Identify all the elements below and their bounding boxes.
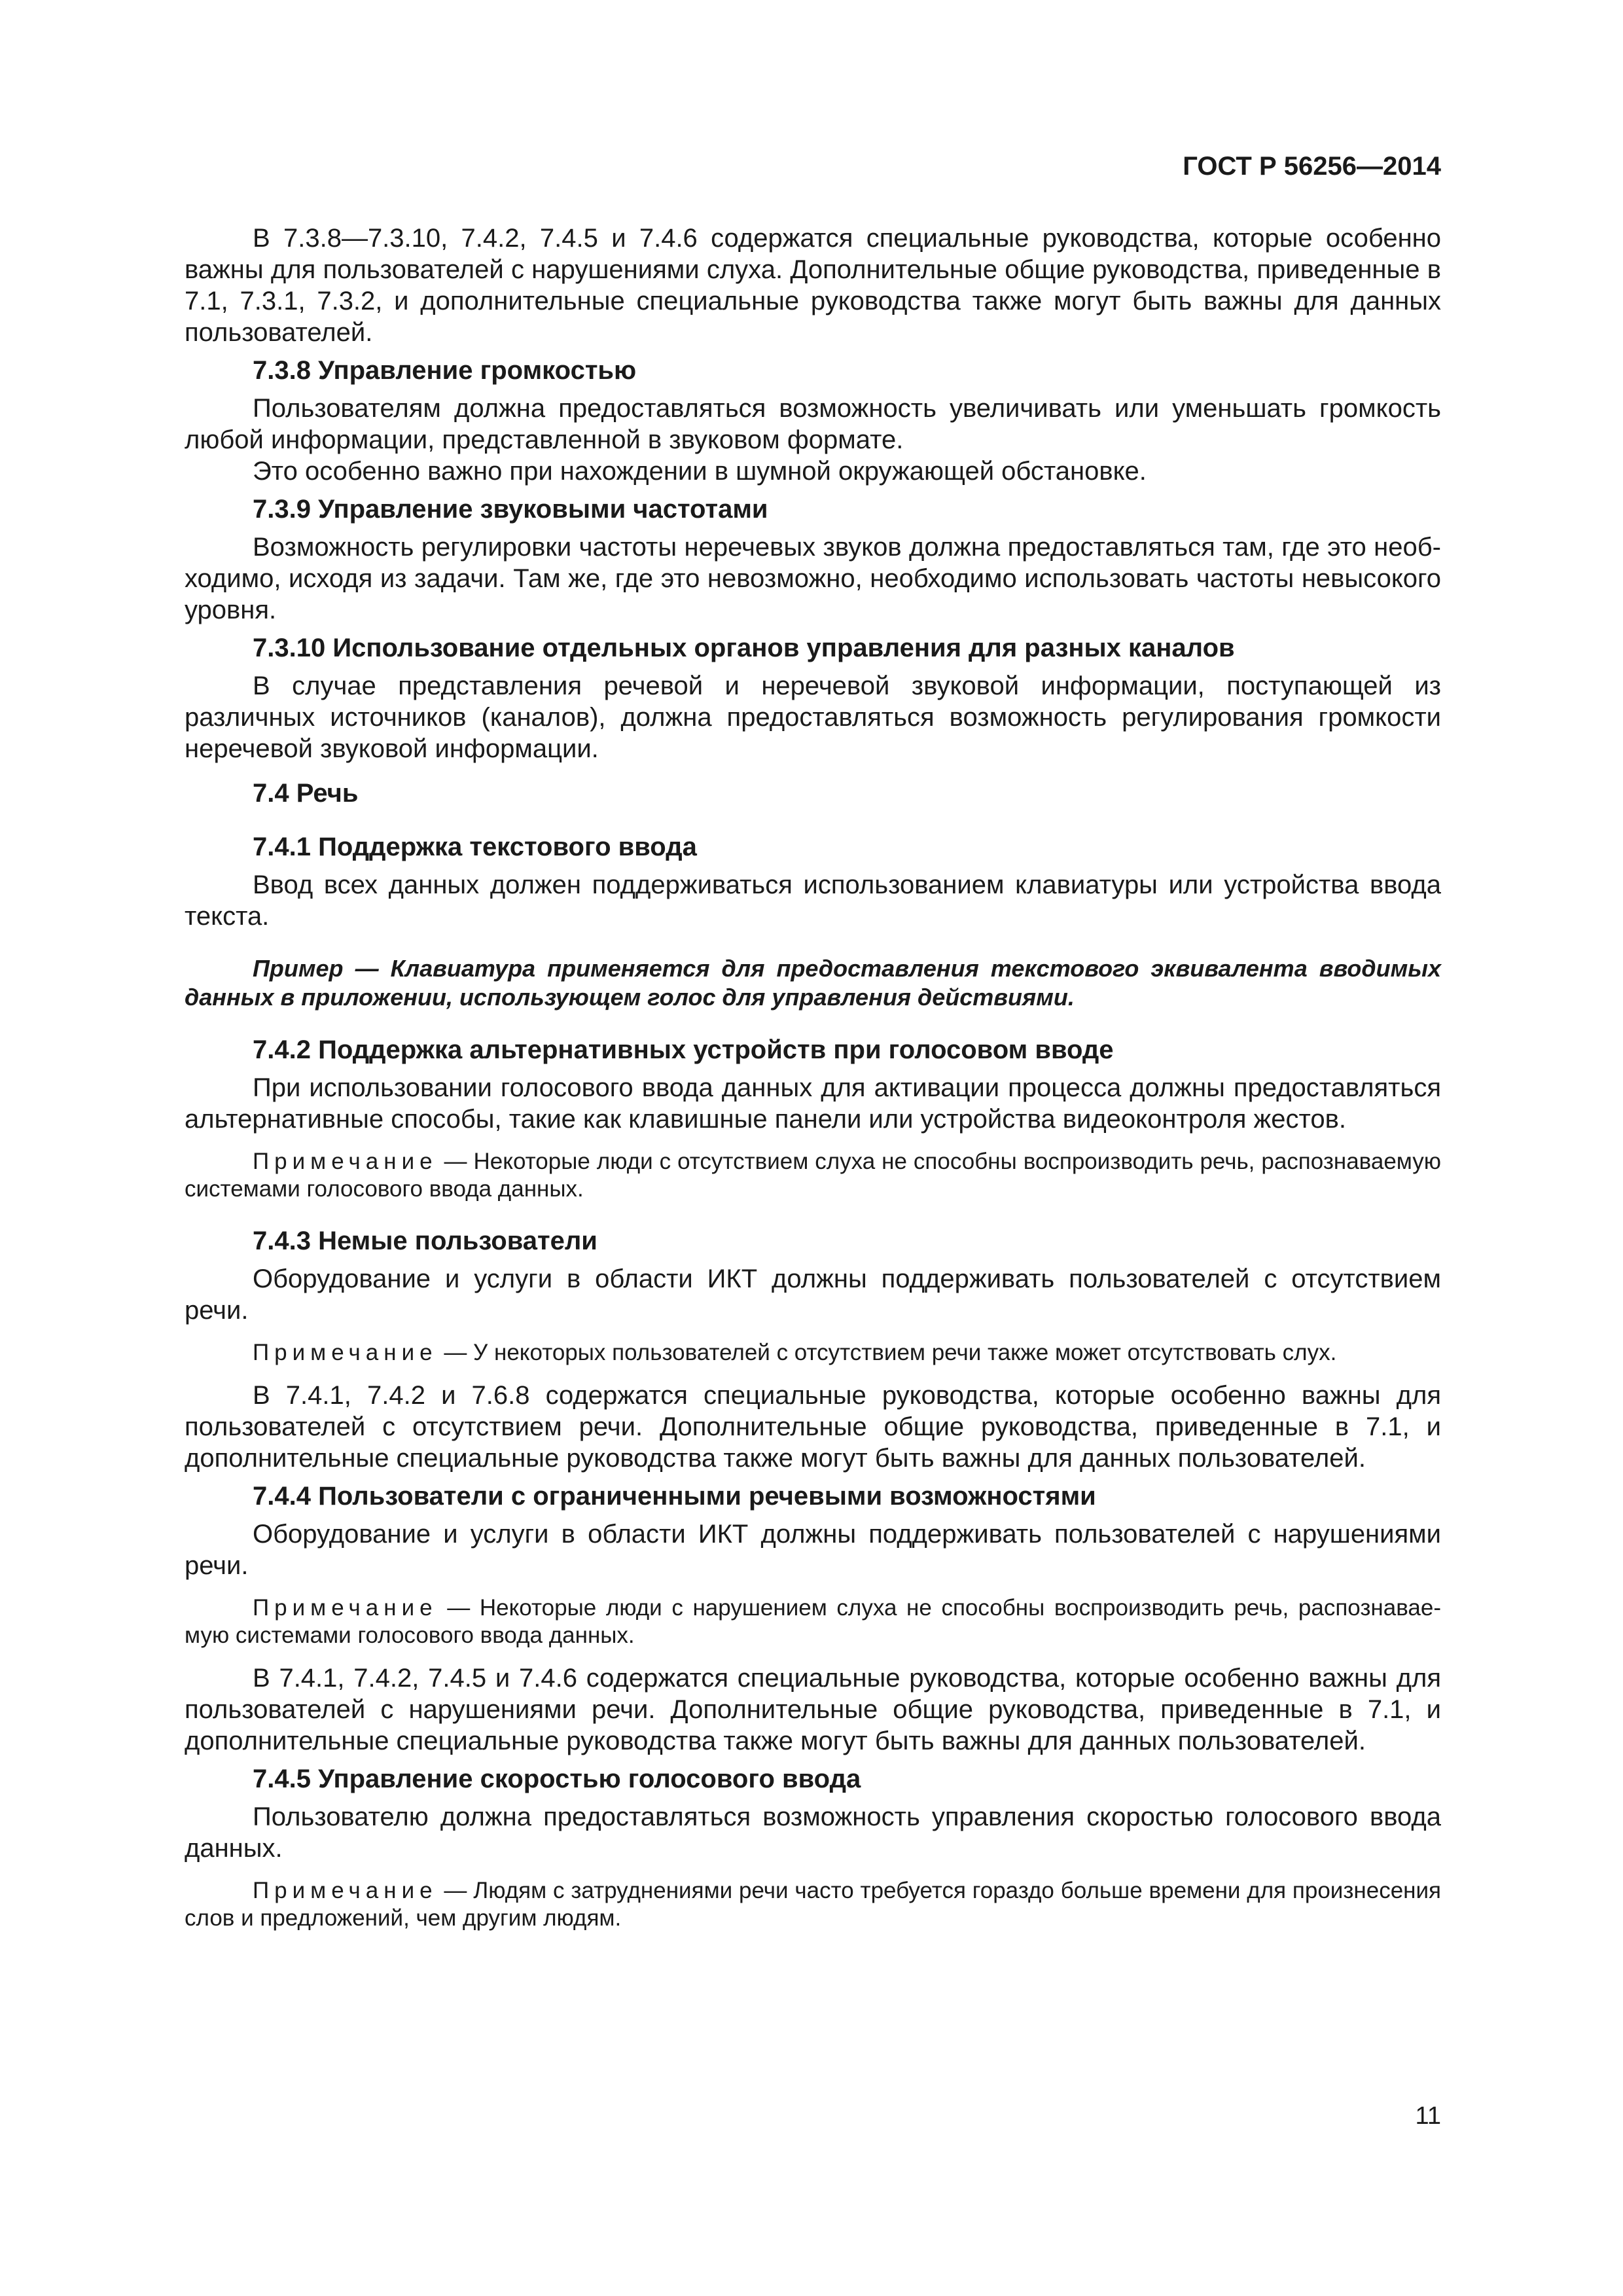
paragraph: В 7.3.8—7.3.10, 7.4.2, 7.4.5 и 7.4.6 содержатся специальные руководства, которые особенно важны для пользователей с нарушениями слуха. Дополнительные общие руководства, приведенные в 7.1, 7.3.1, 7.3.2, и дополнительные специальные руководства также могут быть важны для данных пользователей. <box>185 224 1441 347</box>
note <box>185 1339 1441 1367</box>
section-heading: 7.4.2 Поддержка альтернативных устройств при голосовом вводе <box>253 1035 1114 1064</box>
paragraph: Возможность регулировки частоты неречевых звуков должна предоставляться там, где это необходимо, исходя из задачи. Там же, где это невозможно, необходимо использовать частоты невысокого уровня. <box>185 533 1441 624</box>
paragraph: В 7.4.1, 7.4.2 и 7.6.8 содержатся специальные руководства, которые особенно важны для пользователей с отсутствием речи. Дополнительные общие руководства, приведенные в 7.1, и дополнительные специальные руководства также могут быть важны для данных пользователей. <box>185 1381 1441 1473</box>
note-text: — Людям с затруднениями речи часто требуется гораздо больше времени для произнесения слов и предложений, чем другим людям. <box>185 1878 1441 1931</box>
note-label: Примечание <box>253 1595 438 1621</box>
paragraph: В 7.4.1, 7.4.2, 7.4.5 и 7.4.6 содержатся специальные руководства, которые особенно важны для пользователей с нарушениями речи. Дополнительные общие руководства, приведенные в 7.1, и дополнительные специальные руководства также могут быть важны для данных пользователей. <box>185 1664 1441 1755</box>
document-id-header: ГОСТ Р 56256—2014 <box>1183 152 1441 181</box>
note-label: Примечание <box>253 1878 438 1903</box>
document-page <box>185 0 1441 2296</box>
section-heading: 7.4.3 Немые пользователи <box>253 1227 597 1255</box>
section-heading: 7.3.10 Использование отдельных органов управления для разных каналов <box>253 634 1235 662</box>
section-heading: 7.3.8 Управление громкостью <box>253 356 637 385</box>
note-text: — Некоторые люди с нарушением слуха не способны воспроизводить речь, распознаваемую системами голосового ввода данных. <box>185 1595 1441 1648</box>
note <box>185 1594 1441 1649</box>
section-heading: 7.4.4 Пользователи с ограниченными речевыми возможностями <box>253 1482 1096 1511</box>
section-heading: 7.4.1 Поддержка текстового ввода <box>253 833 697 861</box>
paragraph: При использовании голосового ввода данных для активации процесса должны предоставляться альтернативные способы, такие как клавишные панели или устройства видеоконтроля жестов. <box>185 1073 1441 1134</box>
note-label: Примечание <box>253 1340 438 1365</box>
paragraph: Оборудование и услуги в области ИКТ должны поддерживать пользователей с отсутствием речи. <box>185 1265 1441 1325</box>
paragraph: Пользователям должна предоставляться возможность увеличивать или уменьшать громкость любой информации, представленной в звуковом формате. <box>185 394 1441 454</box>
note-text: — Некоторые люди с отсутствием слуха не способны воспроизводить речь, распознаваемую системами голосового ввода данных. <box>185 1149 1441 1202</box>
note-label: Примечание <box>253 1149 438 1174</box>
page-number: 11 <box>1415 2102 1441 2130</box>
paragraph: В случае представления речевой и неречевой звуковой информации, поступающей из различных источников (каналов), должна предоставляться возможность регулирования громкости неречевой звуковой информации. <box>185 672 1441 763</box>
paragraph: Оборудование и услуги в области ИКТ должны поддерживать пользователей с нарушениями речи. <box>185 1520 1441 1580</box>
note <box>185 1148 1441 1203</box>
document-body <box>185 223 1441 1932</box>
section-heading: 7.4.5 Управление скоростью голосового ввода <box>253 1765 861 1793</box>
paragraph: Ввод всех данных должен поддерживаться использованием клавиатуры или устройства ввода текста. <box>185 870 1441 931</box>
section-heading: 7.3.9 Управление звуковыми частотами <box>253 495 768 524</box>
example-text: Пример — Клавиатура применяется для предоставления текстового эквивалента вводимых данных в приложении, использующем голос для управления действиями. <box>185 955 1441 1011</box>
paragraph: Это особенно важно при нахождении в шумной окружающей обстановке. <box>253 457 1147 486</box>
section-heading: 7.4 Речь <box>253 779 359 808</box>
note-text: — У некоторых пользователей с отсутствием речи также может отсутствовать слух. <box>437 1340 1337 1365</box>
paragraph: Пользователю должна предоставляться возможность управления скоростью голосового ввода данных. <box>185 1803 1441 1863</box>
note <box>185 1877 1441 1932</box>
